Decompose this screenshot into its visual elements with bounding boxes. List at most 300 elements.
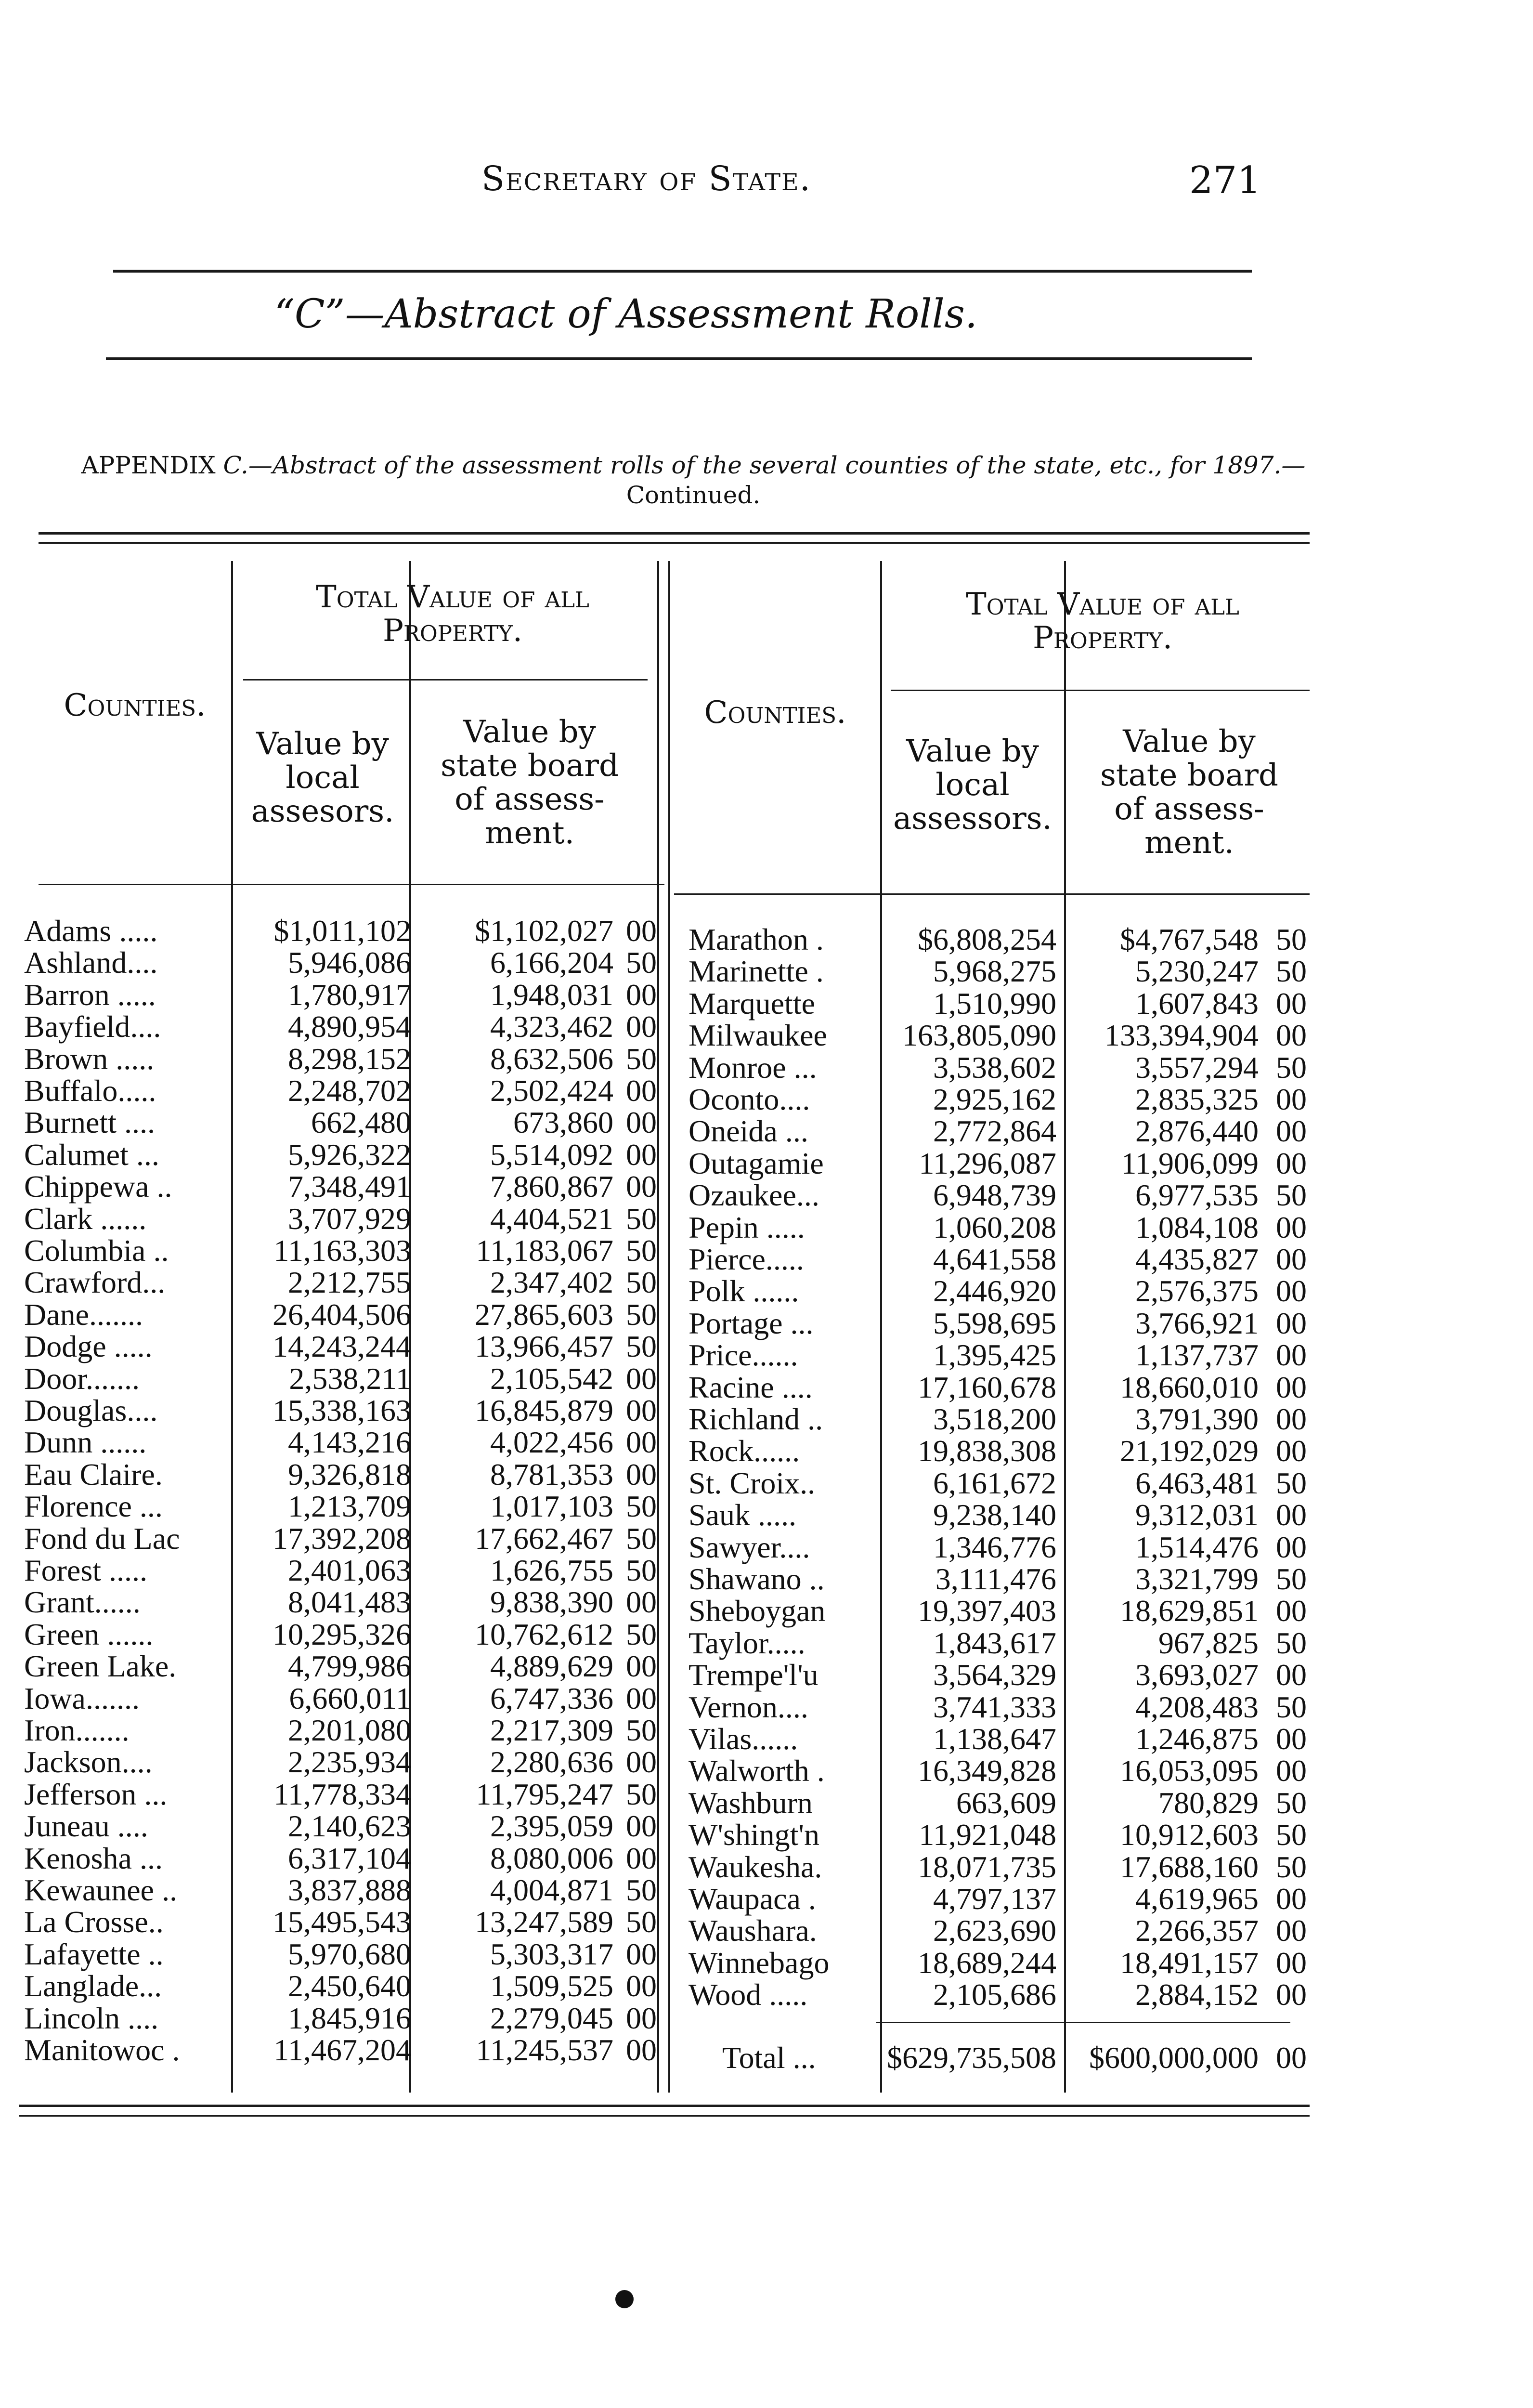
total-row [0,2042,1533,2074]
state-value: 2,576,375 [1135,1274,1259,1309]
local-value: 2,446,920 [933,1274,1056,1309]
county-name: Sauk ..... [689,1498,796,1532]
local-value: 9,238,140 [933,1498,1056,1532]
state-cents: 00 [1276,1658,1307,1692]
state-cents: 50 [626,1713,657,1747]
county-name: Forest ..... [24,1553,147,1587]
state-value: 1,514,476 [1135,1530,1259,1564]
local-value: 17,160,678 [918,1370,1056,1404]
county-name: Vilas...... [689,1722,798,1756]
county-name: Portage ... [689,1306,814,1340]
appendix-continued: Continued. [626,481,761,509]
state-value: 3,321,799 [1135,1562,1259,1596]
local-value: 5,970,680 [288,1937,411,1971]
table-row [0,1243,1533,1275]
county-name: Fond du Lac [24,1521,180,1556]
county-name: Florence ... [24,1489,163,1524]
county-name: Vernon.... [689,1689,808,1724]
state-cents: 00 [1276,1530,1307,1564]
table-bottom-rule [19,2105,1310,2107]
local-value: 2,201,080 [288,1713,411,1747]
local-value: 26,404,506 [273,1297,411,1332]
local-value: 1,395,425 [933,1338,1056,1373]
appendix-caption [39,450,1348,510]
table-row [0,1499,1533,1531]
local-value: 5,598,695 [933,1306,1056,1340]
county-name: Sawyer.... [689,1530,810,1564]
state-cents: 50 [626,945,657,980]
header-group-left: Total Value of all Property. [316,579,589,649]
state-value: 27,865,603 [475,1297,613,1332]
county-name: Washburn [689,1785,813,1820]
state-cents: 00 [1276,1274,1307,1309]
state-value: $4,767,548 [1120,922,1259,956]
county-name: Chippewa .. [24,1169,172,1204]
header-group-right: Total Value of all Property. [966,587,1239,656]
county-name: W'shingt'n [689,1818,819,1852]
state-cents: 50 [1276,1050,1307,1085]
local-value: 7,348,491 [288,1169,411,1204]
local-value: 2,925,162 [933,1082,1056,1116]
state-value: 13,247,589 [475,1905,613,1939]
county-name: Rock...... [689,1434,800,1468]
state-cents: 50 [1276,1818,1307,1852]
state-value: 18,660,010 [1120,1370,1259,1404]
local-value: 18,689,244 [918,1945,1056,1980]
county-name: Eau Claire. [24,1457,163,1492]
table-row [0,1627,1533,1659]
state-value: 2,105,542 [490,1361,613,1396]
title-rule [106,357,1252,360]
county-name: Barron ..... [24,977,156,1012]
county-name: Ozaukee... [689,1178,819,1213]
table-row [0,1467,1533,1499]
local-value: 11,163,303 [273,1233,411,1268]
table-row [0,1052,1533,1084]
county-name: Marathon . [689,922,824,956]
state-value: 6,463,481 [1135,1466,1259,1500]
appendix-caption-text: C.—Abstract of the assessment rolls of the several counties of the state, etc., for 1897.— [223,451,1306,479]
local-value: 1,843,617 [933,1625,1056,1660]
state-value: 5,514,092 [490,1137,613,1172]
state-value: 17,662,467 [475,1521,613,1556]
local-value: 2,248,702 [288,1073,411,1108]
county-name: Monroe ... [689,1050,817,1085]
table-row [0,1851,1533,1883]
state-cents: 00 [626,1169,657,1204]
state-cents: 50 [1276,1785,1307,1820]
state-value: 3,693,027 [1135,1658,1259,1692]
state-value: 10,912,603 [1120,1818,1259,1852]
table-row [0,1595,1533,1627]
total-cents: 00 [1276,2041,1307,2075]
state-cents: 50 [626,1297,657,1332]
state-value: 2,884,152 [1135,1977,1259,2012]
local-value: 662,480 [311,1105,411,1140]
state-value: 8,781,353 [490,1457,613,1492]
county-name: Door....... [24,1361,140,1396]
table-row [0,1819,1533,1851]
local-value: 6,317,104 [288,1841,411,1875]
state-cents: 50 [1276,1466,1307,1500]
local-value: 6,161,672 [933,1466,1056,1500]
header-state-right: Value by state board of assess-ment. [1100,724,1278,861]
county-name: Green ...... [24,1617,154,1651]
state-value: 673,860 [513,1105,613,1140]
state-value: 2,279,045 [490,2001,613,2035]
county-name: Iowa....... [24,1681,140,1715]
state-value: 11,795,247 [476,1777,613,1811]
county-name: Pepin ..... [689,1210,805,1244]
local-value: 2,538,211 [289,1361,411,1396]
page-title: “C”—Abstract of Assessment Rolls. [274,291,978,337]
county-name: Lincoln .... [24,2001,159,2035]
local-value: 15,338,163 [273,1393,411,1427]
county-name: Trempe'l'u [689,1658,818,1692]
state-cents: 00 [626,1425,657,1460]
county-name: Racine .... [689,1370,813,1404]
state-value: 6,977,535 [1135,1178,1259,1213]
county-name: Dunn ...... [24,1425,147,1460]
state-value: $1,102,027 [475,914,613,948]
state-cents: 00 [1276,1018,1307,1053]
state-value: 4,022,456 [490,1425,613,1460]
state-cents: 50 [1276,1178,1307,1213]
page-number: 271 [1189,159,1261,202]
state-cents: 50 [626,1041,657,1076]
header-counties-left: Counties. [64,688,206,723]
county-name: Burnett .... [24,1105,155,1140]
state-cents: 50 [1276,1849,1307,1884]
state-value: 1,017,103 [490,1489,613,1524]
local-value: 2,623,690 [933,1913,1056,1948]
local-value: 1,780,917 [288,977,411,1012]
county-name: Waupaca . [689,1882,816,1916]
state-value: 3,791,390 [1135,1402,1259,1436]
local-value: 2,450,640 [288,1969,411,2003]
local-value: 2,212,755 [288,1265,411,1300]
table-row [0,1115,1533,1147]
table-row [0,924,1533,955]
local-value: 9,326,818 [288,1457,411,1492]
state-cents: 00 [1276,1498,1307,1532]
local-value: 15,495,543 [273,1905,411,1939]
state-cents: 00 [1276,1242,1307,1276]
local-value: 5,946,086 [288,945,411,980]
local-value: 5,926,322 [288,1137,411,1172]
table-row [0,1212,1533,1243]
state-cents: 00 [626,1969,657,2003]
local-value: 1,213,709 [288,1489,411,1524]
state-value: 1,948,031 [490,977,613,1012]
county-name: Kewaunee .. [24,1873,178,1907]
table-row [0,1947,1533,1979]
state-cents: 00 [1276,1370,1307,1404]
state-cents: 00 [1276,1722,1307,1756]
local-value: 2,140,623 [288,1809,411,1844]
local-value: 3,564,329 [933,1658,1056,1692]
state-cents: 50 [626,1265,657,1300]
county-name: Clark ...... [24,1201,147,1236]
county-name: Kenosha ... [24,1841,163,1875]
local-value: 11,921,048 [919,1818,1056,1852]
state-value: 1,084,108 [1135,1210,1259,1244]
state-cents: 00 [1276,1114,1307,1149]
local-value: 4,799,986 [288,1649,411,1684]
table-row [0,1723,1533,1755]
local-value: 163,805,090 [902,1018,1056,1053]
table-row [0,1755,1533,1787]
local-value: 3,741,333 [933,1689,1056,1724]
county-name: Oneida ... [689,1114,808,1149]
state-cents: 00 [626,977,657,1012]
county-name: Walworth . [689,1754,825,1788]
state-cents: 00 [626,914,657,948]
local-value: 2,772,864 [933,1114,1056,1149]
state-value: 17,688,160 [1120,1849,1259,1884]
local-value: 3,837,888 [288,1873,411,1907]
state-value: 3,557,294 [1135,1050,1259,1085]
table-row [0,1372,1533,1403]
table-bottom-rule-2 [19,2115,1310,2117]
table-row [0,1148,1533,1179]
state-value: 9,312,031 [1135,1498,1259,1532]
county-name: Douglas.... [24,1393,158,1427]
state-cents: 50 [626,1905,657,1939]
county-name: Waushara. [689,1913,817,1948]
state-value: 11,183,067 [476,1233,613,1268]
state-value: 9,838,390 [490,1585,613,1620]
state-value: 21,192,029 [1120,1434,1259,1468]
header-state-left: Value by state board of assess-ment. [441,714,619,851]
table-row [0,1275,1533,1307]
table-row [0,1084,1533,1115]
state-value: 4,435,827 [1135,1242,1259,1276]
table-top-rule-2 [39,542,1310,544]
county-name: Winnebago [689,1945,830,1980]
state-cents: 00 [1276,1082,1307,1116]
county-name: Adams ..... [24,914,158,948]
local-value: 11,296,087 [919,1146,1056,1180]
local-value: 19,838,308 [918,1434,1056,1468]
state-value: 16,845,879 [475,1393,613,1427]
state-cents: 00 [626,1361,657,1396]
county-name: La Crosse.. [24,1905,164,1939]
local-value: 2,105,686 [933,1977,1056,2012]
state-value: 4,323,462 [490,1009,613,1044]
state-cents: 00 [626,1585,657,1620]
state-value: 2,266,357 [1135,1913,1259,1948]
local-value: 1,138,647 [933,1722,1056,1756]
county-name: Buffalo..... [24,1073,156,1108]
state-cents: 50 [626,1329,657,1364]
state-value: 2,835,325 [1135,1082,1259,1116]
state-cents: 00 [626,1009,657,1044]
local-value: 5,968,275 [933,954,1056,989]
state-cents: 00 [626,1681,657,1715]
state-cents: 00 [1276,1945,1307,1980]
state-cents: 00 [1276,1402,1307,1436]
header-counties-right: Counties. [704,695,846,731]
state-cents: 00 [1276,1977,1307,2012]
state-cents: 50 [1276,954,1307,989]
state-cents: 50 [1276,922,1307,956]
county-name: Langlade... [24,1969,162,2003]
state-value: 6,747,336 [490,1681,613,1715]
state-cents: 00 [626,1841,657,1875]
local-value: 11,467,204 [273,2033,411,2067]
table-row [0,1531,1533,1563]
county-name: Ashland.... [24,945,158,980]
state-cents: 00 [626,1457,657,1492]
county-name: Columbia .. [24,1233,169,1268]
state-value: 13,966,457 [475,1329,613,1364]
state-cents: 50 [1276,1562,1307,1596]
state-value: 10,762,612 [475,1617,613,1651]
state-cents: 00 [1276,1754,1307,1788]
state-value: 11,906,099 [1121,1146,1259,1180]
local-value: 3,707,929 [288,1201,411,1236]
state-value: 2,217,309 [490,1713,613,1747]
state-value: 4,404,521 [490,1201,613,1236]
local-value: 2,401,063 [288,1553,411,1587]
state-value: 1,246,875 [1135,1722,1259,1756]
header-rule [113,270,1252,273]
local-value: 4,641,558 [933,1242,1056,1276]
county-name: Green Lake. [24,1649,177,1684]
state-value: 967,825 [1158,1625,1259,1660]
table-row [0,1659,1533,1691]
local-value: $6,808,254 [918,922,1056,956]
county-name: Jackson.... [24,1745,153,1780]
table-top-rule [39,532,1310,535]
county-name: Waukesha. [689,1849,822,1884]
state-value: 7,860,867 [490,1169,613,1204]
group-underline-left [243,679,648,681]
state-value: 8,632,506 [490,1041,613,1076]
state-cents: 00 [1276,1210,1307,1244]
state-cents: 50 [626,1489,657,1524]
header-bottom-rule-right [674,893,1310,895]
local-value: 8,298,152 [288,1041,411,1076]
state-value: 2,502,424 [490,1073,613,1108]
state-value: 4,889,629 [490,1649,613,1684]
state-value: 11,245,537 [476,2033,613,2067]
county-name: Brown ..... [24,1041,155,1076]
table-row [0,988,1533,1020]
state-value: 5,303,317 [490,1937,613,1971]
state-cents: 00 [626,1393,657,1427]
county-name: Outagamie [689,1146,824,1180]
state-cents: 00 [1276,1338,1307,1373]
header-local-right: Value by local assessors. [893,733,1052,837]
county-name: Iron....... [24,1713,130,1747]
state-cents: 00 [626,1937,657,1971]
state-cents: 50 [626,1553,657,1587]
state-value: 3,766,921 [1135,1306,1259,1340]
county-name: Oconto.... [689,1082,810,1116]
state-cents: 50 [626,1873,657,1907]
local-value: 3,538,602 [933,1050,1056,1085]
table-row [0,1339,1533,1371]
local-value: 17,392,208 [273,1521,411,1556]
local-value: 2,235,934 [288,1745,411,1780]
county-name: Marquette [689,986,815,1021]
state-cents: 00 [626,1105,657,1140]
county-name: Richland .. [689,1402,823,1436]
county-name: Crawford... [24,1265,166,1300]
county-name: Juneau .... [24,1809,148,1844]
state-cents: 00 [626,1649,657,1684]
state-cents: 00 [626,2001,657,2035]
state-value: 780,829 [1158,1785,1259,1820]
local-value: 6,660,011 [289,1681,411,1715]
local-value: 19,397,403 [918,1594,1056,1628]
state-cents: 00 [1276,1146,1307,1180]
county-name: Pierce..... [689,1242,804,1276]
table-row [0,1308,1533,1339]
local-value: 6,948,739 [933,1178,1056,1213]
state-cents: 00 [1276,1913,1307,1948]
state-cents: 00 [626,1073,657,1108]
state-cents: 00 [1276,986,1307,1021]
table-row [0,1979,1533,2011]
local-value: 3,518,200 [933,1402,1056,1436]
state-value: 4,004,871 [490,1873,613,1907]
county-name: Price...... [689,1338,798,1373]
local-value: 1,510,990 [933,986,1056,1021]
state-value: 2,347,402 [490,1265,613,1300]
state-value: 133,394,904 [1104,1018,1259,1053]
state-value: 2,876,440 [1135,1114,1259,1149]
table-row [0,1179,1533,1211]
county-name: Milwaukee [689,1018,827,1053]
county-name: Marinette . [689,954,824,989]
state-cents: 50 [1276,1625,1307,1660]
state-value: 4,208,483 [1135,1689,1259,1724]
state-value: 8,080,006 [490,1841,613,1875]
header-local-left: Value by local assesors. [251,726,394,829]
total-label: Total ... [722,2041,816,2075]
state-cents: 50 [626,1201,657,1236]
table-row [0,1403,1533,1435]
state-cents: 00 [626,1137,657,1172]
state-cents: 00 [1276,1434,1307,1468]
county-name: St. Croix.. [689,1466,816,1500]
state-cents: 00 [1276,1594,1307,1628]
county-name: Sheboygan [689,1594,826,1628]
local-value: $1,011,102 [273,914,411,948]
state-cents: 50 [1276,1689,1307,1724]
state-cents: 00 [1276,1882,1307,1916]
local-value: 4,890,954 [288,1009,411,1044]
state-value: 2,395,059 [490,1809,613,1844]
county-name: Calumet ... [24,1137,159,1172]
state-value: 1,137,737 [1135,1338,1259,1373]
county-name: Grant...... [24,1585,141,1620]
state-cents: 00 [626,1809,657,1844]
header-bottom-rule-left [39,884,664,885]
state-value: 4,619,965 [1135,1882,1259,1916]
appendix-label: APPENDIX [81,451,216,479]
county-name: Dodge ..... [24,1329,153,1364]
table-row [0,1020,1533,1051]
local-value: 663,609 [956,1785,1056,1820]
county-name: Taylor..... [689,1625,805,1660]
running-head-section: Secretary of State. [481,159,812,198]
table-row [0,1563,1533,1595]
state-value: 2,280,636 [490,1745,613,1780]
